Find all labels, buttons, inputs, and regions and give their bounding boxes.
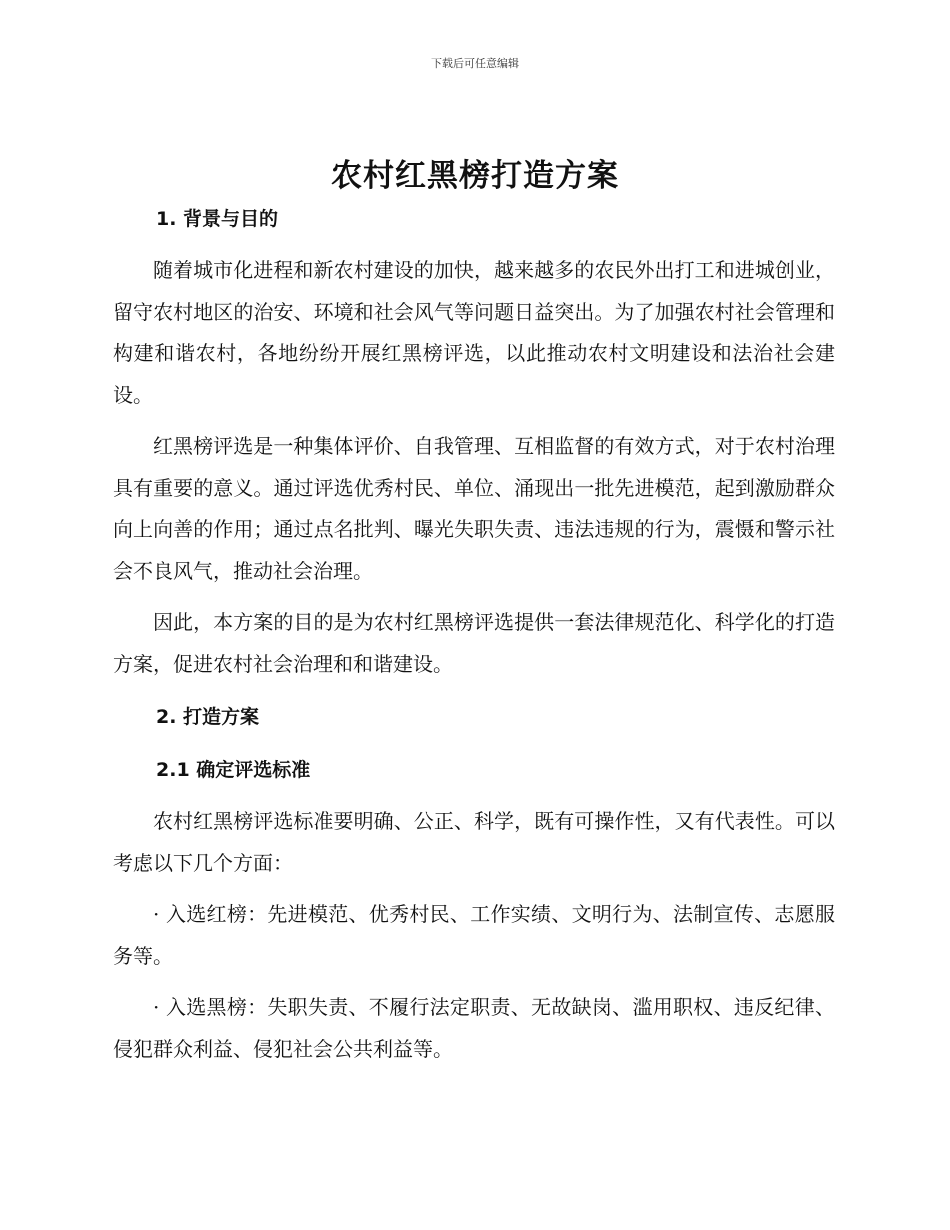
subsection-heading-criteria: 2.1 确定评选标准 [156, 759, 311, 781]
paragraph: 随着城市化进程和新农村建设的加快，越来越多的农民外出打工和进城创业，留守农村地区的治安、环境和社会风气等问题日益突出。为了加强农村社会管理和构建和谐农村，各地纷纷开展红黑榜评选，以此推动农村文明建设和法治社会建设。 [113, 258, 835, 407]
paragraph: 农村红黑榜评选标准要明确、公正、科学，既有可操作性，又有代表性。可以考虑以下几个方面： [113, 809, 835, 875]
section-heading-background: 1. 背景与目的 [156, 208, 279, 230]
paragraph: 红黑榜评选是一种集体评价、自我管理、互相监督的有效方式，对于农村治理具有重要的意义。通过评选优秀村民、单位、涌现出一批先进模范，起到激励群众向上向善的作用；通过点名批判、曝光失职失责、违法违规的行为，震慑和警示社会不良风气，推动社会治理。 [113, 434, 835, 583]
red-list-bullet: · 入选红榜：先进模范、优秀村民、工作实绩、文明行为、法制宣传、志愿服务等。 [113, 902, 835, 968]
document-body [113, 197, 835, 1080]
page-header-note: 下载后可任意编辑 [431, 57, 519, 70]
document-title: 农村红黑榜打造方案 [331, 158, 619, 194]
paragraph: 因此，本方案的目的是为农村红黑榜评选提供一套法律规范化、科学化的打造方案，促进农村社会治理和和谐建设。 [113, 610, 835, 676]
black-list-bullet: · 入选黑榜：失职失责、不履行法定职责、无故缺岗、滥用职权、违反纪律、侵犯群众利益、侵犯社会公共利益等。 [113, 995, 835, 1061]
section-heading-plan: 2. 打造方案 [156, 706, 260, 728]
